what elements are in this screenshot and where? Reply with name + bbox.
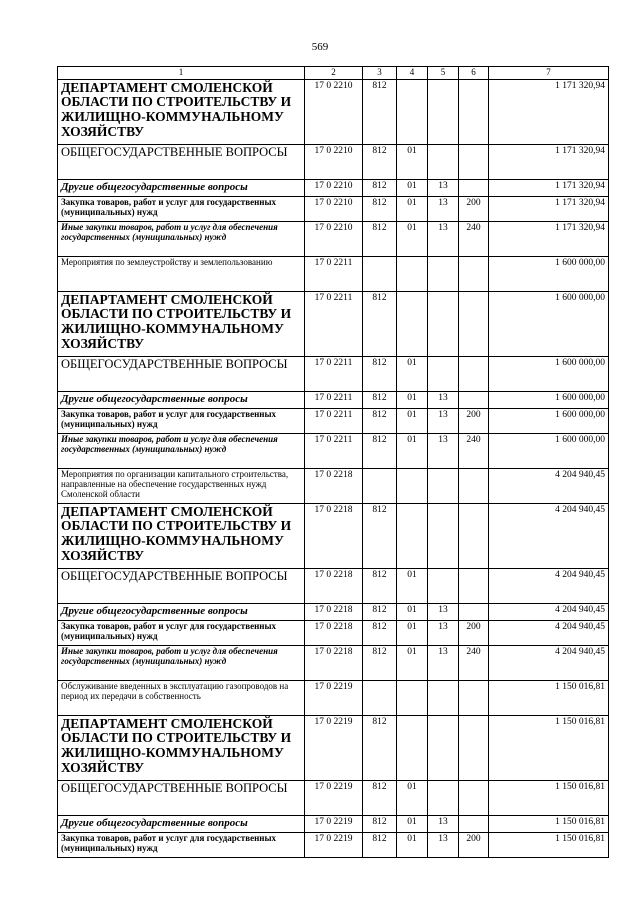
target-item-code: 17 0 2218 bbox=[305, 603, 363, 620]
administrator-code: 812 bbox=[363, 503, 397, 568]
subsection-code bbox=[428, 468, 459, 503]
target-item-code: 17 0 2218 bbox=[305, 468, 363, 503]
table-row bbox=[58, 568, 609, 603]
subsection-code bbox=[428, 568, 459, 603]
expense-type-code bbox=[459, 356, 489, 391]
row-name: ДЕПАРТАМЕНТ СМОЛЕНСКОЙ ОБЛАСТИ ПО СТРОИТЕЛЬСТВУ И ЖИЛИЩНО-КОММУНАЛЬНОМУ ХОЗЯЙСТВУ bbox=[58, 503, 305, 568]
expense-type-code: 200 bbox=[459, 620, 489, 645]
expense-type-code bbox=[459, 79, 489, 144]
target-item-code: 17 0 2218 bbox=[305, 620, 363, 645]
header-col-2: 2 bbox=[305, 67, 363, 80]
amount: 1 171 320,94 bbox=[489, 179, 609, 196]
section-code: 01 bbox=[397, 620, 428, 645]
row-name: Закупка товаров, работ и услуг для государственных (муниципальных) нужд bbox=[58, 408, 305, 433]
section-code bbox=[397, 715, 428, 780]
expense-type-code bbox=[459, 680, 489, 715]
section-code: 01 bbox=[397, 568, 428, 603]
administrator-code: 812 bbox=[363, 433, 397, 468]
amount: 1 171 320,94 bbox=[489, 79, 609, 144]
table-row bbox=[58, 391, 609, 408]
section-code: 01 bbox=[397, 391, 428, 408]
target-item-code: 17 0 2219 bbox=[305, 815, 363, 832]
row-name: ДЕПАРТАМЕНТ СМОЛЕНСКОЙ ОБЛАСТИ ПО СТРОИТЕЛЬСТВУ И ЖИЛИЩНО-КОММУНАЛЬНОМУ ХОЗЯЙСТВУ bbox=[58, 79, 305, 144]
administrator-code: 812 bbox=[363, 291, 397, 356]
section-code: 01 bbox=[397, 408, 428, 433]
target-item-code: 17 0 2211 bbox=[305, 291, 363, 356]
amount: 4 204 940,45 bbox=[489, 603, 609, 620]
amount: 4 204 940,45 bbox=[489, 468, 609, 503]
target-item-code: 17 0 2210 bbox=[305, 196, 363, 221]
section-code: 01 bbox=[397, 603, 428, 620]
table-row bbox=[58, 715, 609, 780]
administrator-code: 812 bbox=[363, 832, 397, 857]
administrator-code: 812 bbox=[363, 568, 397, 603]
section-code: 01 bbox=[397, 221, 428, 256]
target-item-code: 17 0 2219 bbox=[305, 832, 363, 857]
administrator-code bbox=[363, 680, 397, 715]
section-code: 01 bbox=[397, 196, 428, 221]
section-code: 01 bbox=[397, 832, 428, 857]
administrator-code: 812 bbox=[363, 715, 397, 780]
row-name: Закупка товаров, работ и услуг для государственных (муниципальных) нужд bbox=[58, 196, 305, 221]
row-name: Закупка товаров, работ и услуг для государственных (муниципальных) нужд bbox=[58, 620, 305, 645]
target-item-code: 17 0 2219 bbox=[305, 680, 363, 715]
table-row bbox=[58, 503, 609, 568]
section-code: 01 bbox=[397, 433, 428, 468]
row-name: ОБЩЕГОСУДАРСТВЕННЫЕ ВОПРОСЫ bbox=[58, 780, 305, 815]
header-col-7: 7 bbox=[489, 67, 609, 80]
subsection-code: 13 bbox=[428, 433, 459, 468]
expense-type-code: 200 bbox=[459, 832, 489, 857]
amount: 4 204 940,45 bbox=[489, 568, 609, 603]
table-body bbox=[58, 79, 609, 857]
subsection-code bbox=[428, 780, 459, 815]
header-row bbox=[58, 67, 609, 80]
administrator-code: 812 bbox=[363, 144, 397, 179]
row-name: Другие общегосударственные вопросы bbox=[58, 603, 305, 620]
subsection-code bbox=[428, 79, 459, 144]
subsection-code bbox=[428, 144, 459, 179]
row-name: Другие общегосударственные вопросы bbox=[58, 391, 305, 408]
administrator-code: 812 bbox=[363, 620, 397, 645]
section-code bbox=[397, 503, 428, 568]
section-code: 01 bbox=[397, 356, 428, 391]
section-code: 01 bbox=[397, 144, 428, 179]
expense-type-code bbox=[459, 568, 489, 603]
expense-type-code: 240 bbox=[459, 221, 489, 256]
target-item-code: 17 0 2210 bbox=[305, 221, 363, 256]
administrator-code: 812 bbox=[363, 179, 397, 196]
administrator-code: 812 bbox=[363, 221, 397, 256]
amount: 1 600 000,00 bbox=[489, 408, 609, 433]
subsection-code: 13 bbox=[428, 196, 459, 221]
table-row bbox=[58, 433, 609, 468]
subsection-code bbox=[428, 503, 459, 568]
row-name: Обслуживание введенных в эксплуатацию газопроводов на период их передачи в собственность bbox=[58, 680, 305, 715]
expense-type-code bbox=[459, 780, 489, 815]
expense-type-code: 200 bbox=[459, 196, 489, 221]
expense-type-code bbox=[459, 468, 489, 503]
row-name: Другие общегосударственные вопросы bbox=[58, 179, 305, 196]
administrator-code: 812 bbox=[363, 815, 397, 832]
subsection-code: 13 bbox=[428, 620, 459, 645]
administrator-code bbox=[363, 468, 397, 503]
table-header bbox=[58, 67, 609, 80]
section-code: 01 bbox=[397, 815, 428, 832]
table-row bbox=[58, 179, 609, 196]
table-row bbox=[58, 221, 609, 256]
table-row bbox=[58, 408, 609, 433]
amount: 1 150 016,81 bbox=[489, 815, 609, 832]
target-item-code: 17 0 2218 bbox=[305, 503, 363, 568]
table-row bbox=[58, 79, 609, 144]
row-name: ОБЩЕГОСУДАРСТВЕННЫЕ ВОПРОСЫ bbox=[58, 568, 305, 603]
expense-type-code bbox=[459, 503, 489, 568]
row-name: Иные закупки товаров, работ и услуг для обеспечения государственных (муниципальных) нужд bbox=[58, 645, 305, 680]
table-row bbox=[58, 468, 609, 503]
subsection-code bbox=[428, 291, 459, 356]
subsection-code: 13 bbox=[428, 221, 459, 256]
table-row bbox=[58, 603, 609, 620]
subsection-code: 13 bbox=[428, 179, 459, 196]
table-row bbox=[58, 645, 609, 680]
target-item-code: 17 0 2211 bbox=[305, 356, 363, 391]
section-code bbox=[397, 468, 428, 503]
subsection-code bbox=[428, 680, 459, 715]
target-item-code: 17 0 2211 bbox=[305, 408, 363, 433]
subsection-code: 13 bbox=[428, 391, 459, 408]
section-code bbox=[397, 256, 428, 291]
amount: 1 150 016,81 bbox=[489, 832, 609, 857]
expense-type-code bbox=[459, 603, 489, 620]
target-item-code: 17 0 2218 bbox=[305, 645, 363, 680]
section-code bbox=[397, 79, 428, 144]
table-row bbox=[58, 680, 609, 715]
amount: 1 171 320,94 bbox=[489, 196, 609, 221]
expense-type-code bbox=[459, 815, 489, 832]
header-col-6: 6 bbox=[459, 67, 489, 80]
expense-type-code bbox=[459, 391, 489, 408]
target-item-code: 17 0 2218 bbox=[305, 568, 363, 603]
amount: 1 150 016,81 bbox=[489, 680, 609, 715]
section-code: 01 bbox=[397, 780, 428, 815]
subsection-code bbox=[428, 256, 459, 291]
table-row bbox=[58, 196, 609, 221]
budget-table bbox=[57, 66, 609, 858]
row-name: ОБЩЕГОСУДАРСТВЕННЫЕ ВОПРОСЫ bbox=[58, 356, 305, 391]
subsection-code: 13 bbox=[428, 815, 459, 832]
amount: 1 150 016,81 bbox=[489, 715, 609, 780]
page-number: 569 bbox=[311, 41, 329, 53]
expense-type-code: 240 bbox=[459, 645, 489, 680]
target-item-code: 17 0 2219 bbox=[305, 715, 363, 780]
subsection-code: 13 bbox=[428, 408, 459, 433]
expense-type-code: 200 bbox=[459, 408, 489, 433]
administrator-code bbox=[363, 256, 397, 291]
amount: 1 600 000,00 bbox=[489, 433, 609, 468]
table-row bbox=[58, 291, 609, 356]
expense-type-code bbox=[459, 256, 489, 291]
section-code bbox=[397, 680, 428, 715]
amount: 1 150 016,81 bbox=[489, 780, 609, 815]
amount: 1 171 320,94 bbox=[489, 144, 609, 179]
header-col-5: 5 bbox=[428, 67, 459, 80]
row-name: ДЕПАРТАМЕНТ СМОЛЕНСКОЙ ОБЛАСТИ ПО СТРОИТЕЛЬСТВУ И ЖИЛИЩНО-КОММУНАЛЬНОМУ ХОЗЯЙСТВУ bbox=[58, 715, 305, 780]
administrator-code: 812 bbox=[363, 196, 397, 221]
table-row bbox=[58, 356, 609, 391]
table-row bbox=[58, 780, 609, 815]
table-row bbox=[58, 832, 609, 857]
subsection-code: 13 bbox=[428, 603, 459, 620]
row-name: ОБЩЕГОСУДАРСТВЕННЫЕ ВОПРОСЫ bbox=[58, 144, 305, 179]
subsection-code bbox=[428, 356, 459, 391]
amount: 4 204 940,45 bbox=[489, 620, 609, 645]
row-name: Иные закупки товаров, работ и услуг для обеспечения государственных (муниципальных) нужд bbox=[58, 221, 305, 256]
section-code: 01 bbox=[397, 645, 428, 680]
header-col-1: 1 bbox=[58, 67, 305, 80]
amount: 1 600 000,00 bbox=[489, 356, 609, 391]
administrator-code: 812 bbox=[363, 79, 397, 144]
subsection-code: 13 bbox=[428, 832, 459, 857]
target-item-code: 17 0 2211 bbox=[305, 256, 363, 291]
target-item-code: 17 0 2211 bbox=[305, 433, 363, 468]
section-code: 01 bbox=[397, 179, 428, 196]
header-col-3: 3 bbox=[363, 67, 397, 80]
amount: 4 204 940,45 bbox=[489, 645, 609, 680]
expense-type-code bbox=[459, 179, 489, 196]
table-row bbox=[58, 256, 609, 291]
row-name: ДЕПАРТАМЕНТ СМОЛЕНСКОЙ ОБЛАСТИ ПО СТРОИТЕЛЬСТВУ И ЖИЛИЩНО-КОММУНАЛЬНОМУ ХОЗЯЙСТВУ bbox=[58, 291, 305, 356]
expense-type-code bbox=[459, 144, 489, 179]
administrator-code: 812 bbox=[363, 408, 397, 433]
section-code bbox=[397, 291, 428, 356]
target-item-code: 17 0 2210 bbox=[305, 179, 363, 196]
administrator-code: 812 bbox=[363, 391, 397, 408]
table-row bbox=[58, 144, 609, 179]
target-item-code: 17 0 2210 bbox=[305, 79, 363, 144]
expense-type-code bbox=[459, 715, 489, 780]
table-row bbox=[58, 815, 609, 832]
administrator-code: 812 bbox=[363, 780, 397, 815]
expense-type-code: 240 bbox=[459, 433, 489, 468]
amount: 1 171 320,94 bbox=[489, 221, 609, 256]
target-item-code: 17 0 2210 bbox=[305, 144, 363, 179]
administrator-code: 812 bbox=[363, 645, 397, 680]
amount: 1 600 000,00 bbox=[489, 391, 609, 408]
row-name: Иные закупки товаров, работ и услуг для обеспечения государственных (муниципальных) нужд bbox=[58, 433, 305, 468]
row-name: Мероприятия по землеустройству и землепользованию bbox=[58, 256, 305, 291]
expense-type-code bbox=[459, 291, 489, 356]
administrator-code: 812 bbox=[363, 356, 397, 391]
target-item-code: 17 0 2219 bbox=[305, 780, 363, 815]
amount: 1 600 000,00 bbox=[489, 256, 609, 291]
administrator-code: 812 bbox=[363, 603, 397, 620]
subsection-code: 13 bbox=[428, 645, 459, 680]
target-item-code: 17 0 2211 bbox=[305, 391, 363, 408]
header-col-4: 4 bbox=[397, 67, 428, 80]
row-name: Закупка товаров, работ и услуг для государственных (муниципальных) нужд bbox=[58, 832, 305, 857]
amount: 4 204 940,45 bbox=[489, 503, 609, 568]
row-name: Мероприятия по организации капитального строительства, направленные на обеспечение государственных нужд Смоленской области bbox=[58, 468, 305, 503]
row-name: Другие общегосударственные вопросы bbox=[58, 815, 305, 832]
amount: 1 600 000,00 bbox=[489, 291, 609, 356]
subsection-code bbox=[428, 715, 459, 780]
table-row bbox=[58, 620, 609, 645]
